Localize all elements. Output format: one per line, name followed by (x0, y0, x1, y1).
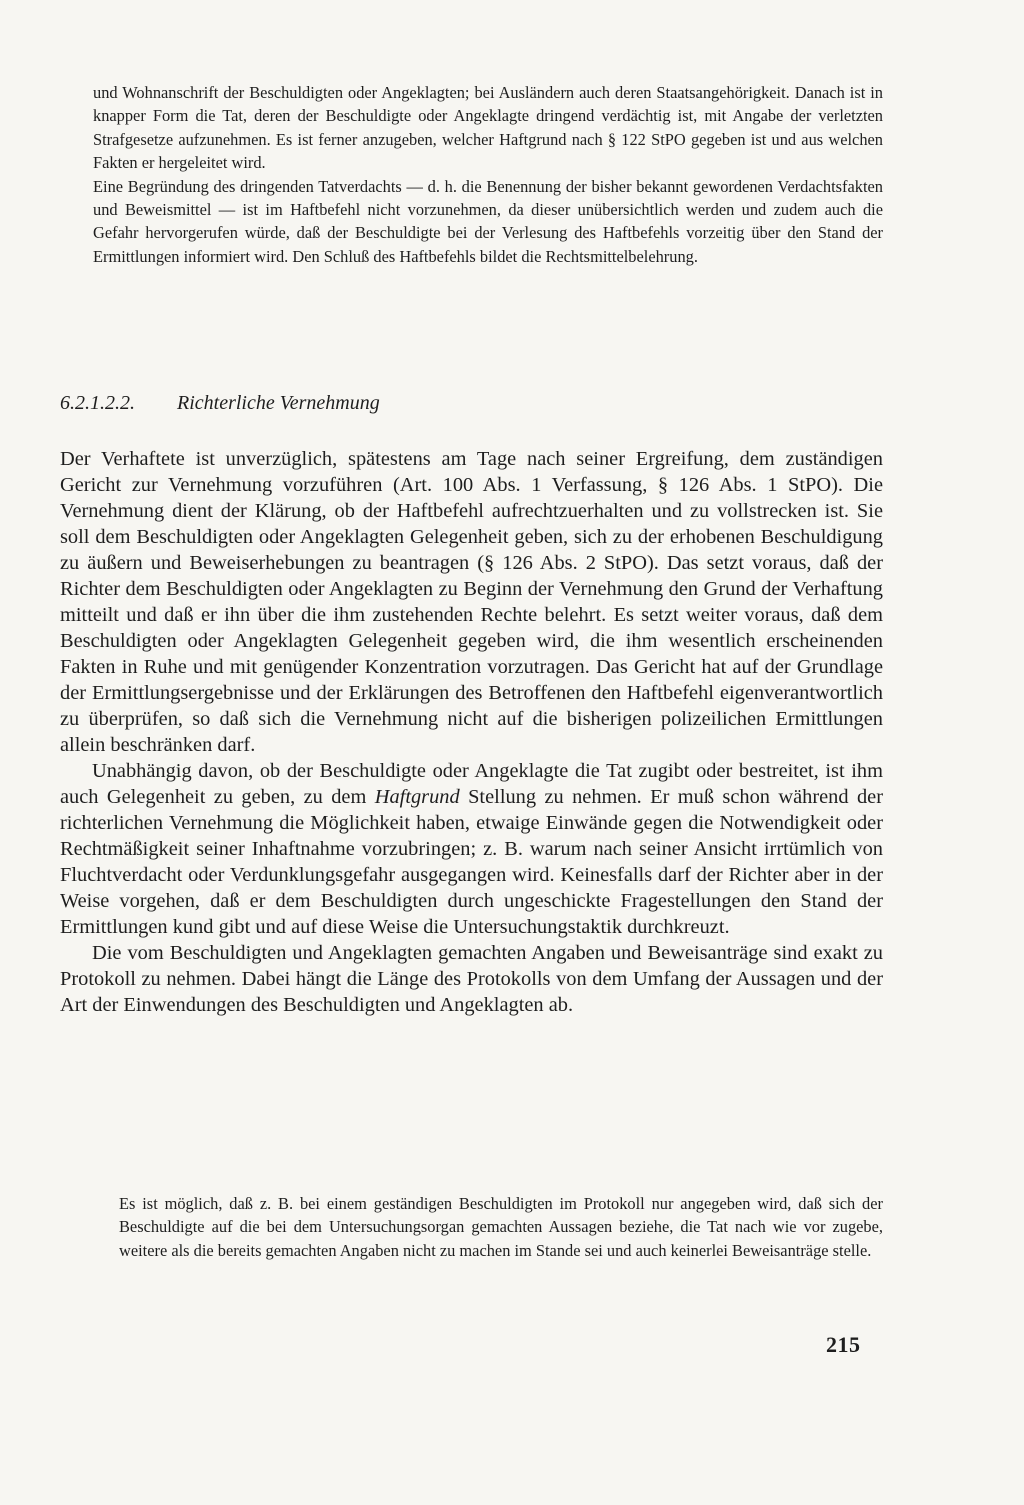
emphasis-haftgrund: Haftgrund (374, 786, 460, 808)
paragraph-protocol: Die vom Beschuldigten und Angeklagten gemachten Angaben und Beweisanträge sind exakt zu Protokoll zu nehmen. Dabei hängt die Länge des Protokolls von dem Umfang der Aussagen und der Art der Einwendungen des Beschuldigten und Angeklagten ab. (60, 942, 883, 1016)
paragraph-text: Unabhängig davon, ob der Beschuldigte oder Angeklagte die Tat zugibt oder bestreitet, ist ihm auch Gelegenheit zu geben, zu dem (60, 760, 883, 808)
main-body-text (60, 446, 883, 1018)
paragraph-detention-ground (60, 758, 883, 940)
section-heading (60, 392, 880, 415)
page-number: 215 (826, 1332, 861, 1357)
paragraph-confession-example: Es ist möglich, daß z. B. bei einem geständigen Beschuldigten im Protokoll nur angegeben wird, daß sich der Beschuldigte auf die bei dem Untersuchungsorgan gemachten Aussagen beziehe, die Tat nach wie vor zugebe, weitere als die bereits gemachten Angaben nicht zu machen im Stande sei und auch keinerlei Beweisanträge stelle. (119, 1194, 883, 1260)
arrest-warrant-content-text (93, 81, 883, 268)
section-title: Richterliche Vernehmung (177, 392, 380, 414)
paragraph-text: Stellung zu nehmen. Er muß schon während der richterlichen Vernehmung die Möglichkeit haben, etwaige Einwände gegen die Notwendigkeit oder Rechtmäßigkeit seiner Inhaftnahme vorzubringen; z. B. warum nach seiner Ansicht irrtümlich von Fluchtverdacht oder Verdunklungsgefahr ausgegangen wird. Keinesfalls darf der Richter aber in der Weise vorgehen, daß er dem Beschuldigten durch ungeschickte Fragestellungen den Stand der Ermittlungen kund gibt und auf diese Weise die Untersuchungstaktik durchkreuzt. (60, 786, 884, 938)
paragraph-interrogation-purpose: Der Verhaftete ist unverzüglich, spätestens am Tage nach seiner Ergreifung, dem zuständigen Gericht zur Vernehmung vorzuführen (Art. 100 Abs. 1 Verfassung, § 126 Abs. 1 StPO). Die Vernehmung dient der Klärung, ob der Haftbefehl aufrechtzuerhalten und zu vollstrecken ist. Sie soll dem Beschuldigten oder Angeklagten Gelegenheit geben, sich zu der erhobenen Beschuldigung zu äußern und Beweiserhebungen zu beantragen (§ 126 Abs. 2 StPO). Das setzt voraus, daß der Richter dem Beschuldigten oder Angeklagten zu Beginn der Vernehmung den Grund der Verhaftung mitteilt und daß er ihn über die ihm zustehenden Rechte belehrt. Es setzt weiter voraus, daß dem Beschuldigten oder Angeklagten Gelegenheit gegeben wird, die ihm wesentlich erscheinenden Fakten in Ruhe und mit genügender Konzentration vorzutragen. Das Gericht hat auf der Grundlage der Ermittlungsergebnisse und der Erklärungen des Betroffenen den Haftbefehl eigenverantwortlich zu überprüfen, so daß sich die Vernehmung nicht auf die bisherigen polizeilichen Ermittlungen allein beschränken darf. (60, 448, 883, 756)
section-number: 6.2.1.2.2. (60, 392, 135, 414)
paragraph-suspicion-grounds: Eine Begründung des dringenden Tatverdachts — d. h. die Benennung der bisher bekannt gewordenen Verdachtsfakten und Beweismittel — ist im Haftbefehl nicht vorzunehmen, da dieser unübersichtlich werden und zudem auch die Gefahr hervorgerufen würde, daß der Beschuldigte bei der Verlesung des Haftbefehls vorzeitig über den Stand der Ermittlungen informiert wird. Den Schluß des Haftbefehls bildet die Rechtsmittelbelehrung. (93, 176, 883, 266)
paragraph-warrant-contents: und Wohnanschrift der Beschuldigten oder Angeklagten; bei Ausländern auch deren Staatsangehörigkeit. Danach ist in knapper Form die Tat, deren der Beschuldigte oder Angeklagte dringend verdächtig ist, mit Angabe der verletzten Strafgesetze aufzunehmen. Es ist ferner anzugeben, welcher Haftgrund nach § 122 StPO gegeben ist und aus welchen Fakten er hergeleitet wird. (93, 83, 883, 173)
protocol-note-text (119, 1192, 883, 1262)
